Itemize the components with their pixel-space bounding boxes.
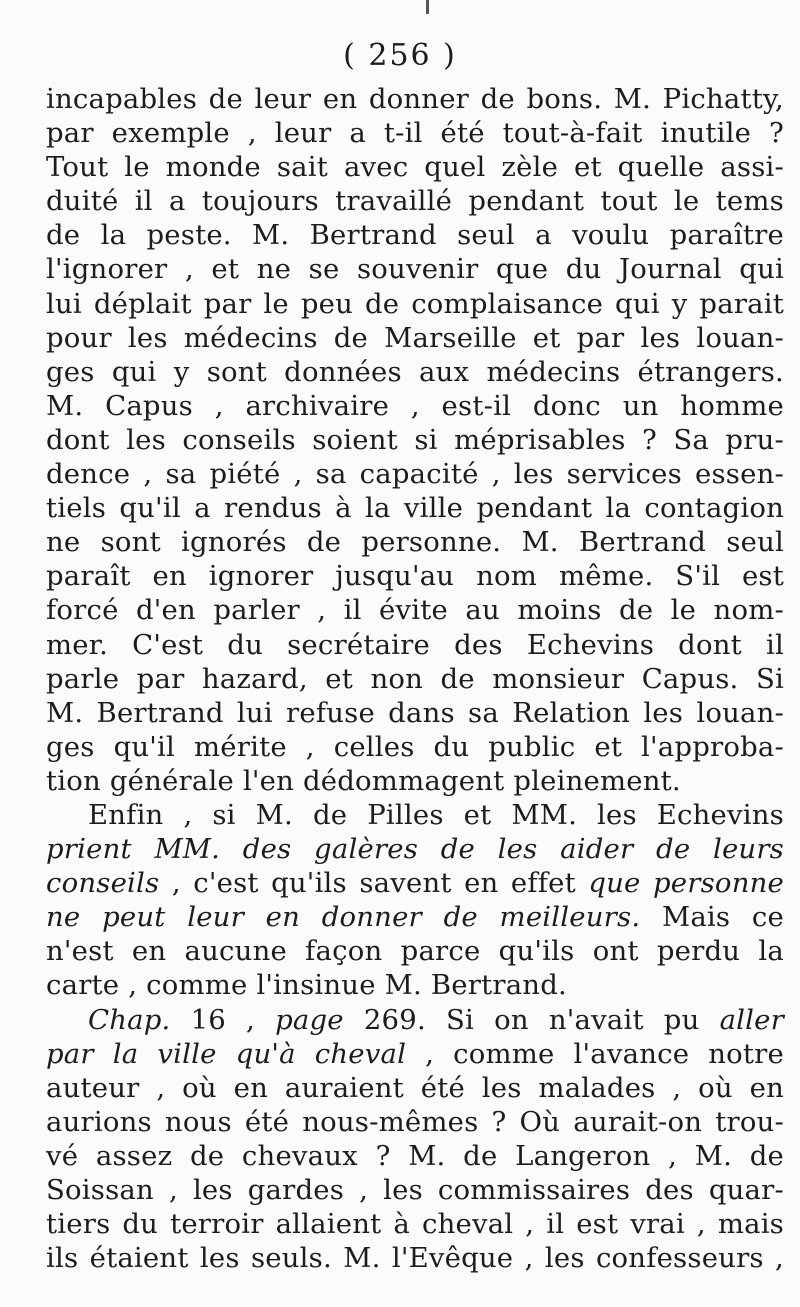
text-run: parle par hazard, et non de monsieur Capus. Si	[46, 662, 784, 695]
italic-text: aller	[719, 1003, 784, 1036]
text-line	[46, 832, 784, 866]
text-run: Enfin , si M. de Pilles et MM. les Echevins	[88, 798, 784, 831]
text-run: , c'est qu'ils savent en effet	[159, 867, 589, 900]
text-run: tiers du terroir allaient à cheval , il est vrai , mais	[46, 1208, 784, 1241]
text-run: tion générale l'en dédommagent pleinement.	[46, 764, 681, 797]
text-run: carte , comme l'insinue M. Bertrand.	[46, 969, 567, 1002]
text-line	[46, 389, 784, 423]
text-line	[46, 628, 784, 662]
text-run: par exemple , leur a t-il été tout-à-fait inutile ?	[46, 117, 784, 150]
text-line	[46, 423, 784, 457]
text-line	[46, 321, 784, 355]
text-line	[46, 1105, 784, 1139]
text-run: aurions nous été nous-mêmes ? Où aurait-on trou-	[46, 1105, 784, 1138]
text-line	[46, 457, 784, 491]
text-run: duité il a toujours travaillé pendant tout le tems	[46, 185, 784, 218]
text-line	[46, 764, 784, 798]
text-run: M. Capus , archivaire , est-il donc un homme	[46, 389, 784, 422]
italic-text: page	[275, 1003, 344, 1036]
text-line	[46, 696, 784, 730]
text-run: 16 ,	[170, 1003, 276, 1036]
text-line	[46, 593, 784, 627]
italic-text: par la ville qu'à cheval	[46, 1037, 407, 1070]
text-line	[46, 1037, 784, 1071]
text-line	[46, 82, 784, 116]
text-run: pour les médecins de Marseille et par les louan-	[46, 321, 784, 354]
italic-text: conseils	[46, 867, 160, 900]
italic-text: que personne	[588, 867, 784, 900]
text-run: ne sont ignorés de personne. M. Bertrand seul	[46, 526, 784, 559]
text-line	[46, 1241, 784, 1275]
page-number: ( 256 )	[343, 38, 457, 73]
text-line	[46, 730, 784, 764]
text-run: auteur , où en auraient été les malades , où en	[46, 1071, 784, 1104]
text-run: de la peste. M. Bertrand seul a voulu paraître	[46, 219, 784, 252]
binding-mark	[426, 0, 429, 14]
text-line	[46, 287, 784, 321]
text-run: mer. C'est du secrétaire des Echevins dont il	[46, 628, 784, 661]
text-line	[46, 150, 784, 184]
text-line	[46, 218, 784, 252]
text-run: Tout le monde sait avec quel zèle et quelle assi-	[46, 151, 784, 184]
text-line	[46, 1003, 784, 1037]
text-run: ges qu'il mérite , celles du public et l'approba-	[46, 730, 784, 763]
text-run: M. Bertrand lui refuse dans sa Relation les louan-	[46, 696, 784, 729]
text-line	[46, 1071, 784, 1105]
text-run: forcé d'en parler , il évite au moins de le nom-	[46, 594, 784, 627]
text-run: n'est en aucune façon parce qu'ils ont perdu la	[46, 935, 784, 968]
text-line	[46, 116, 784, 150]
text-line	[46, 491, 784, 525]
text-line	[46, 934, 784, 968]
text-run: incapables de leur en donner de bons. M. Pichatty,	[46, 83, 784, 115]
text-line	[46, 662, 784, 696]
italic-text: prient MM. des galères de les aider de leurs	[46, 833, 784, 866]
text-line	[46, 355, 784, 389]
text-line	[46, 900, 784, 934]
text-run: l'ignorer , et ne se souvenir que du Journal qui	[46, 253, 784, 286]
text-run: paraît en ignorer jusqu'au nom même. S'il est	[46, 560, 784, 593]
text-run: , comme l'avance notre	[406, 1037, 784, 1070]
text-run: vé assez de chevaux ? M. de Langeron , M. de	[46, 1139, 784, 1172]
text-run: dont les conseils soient si méprisables ? Sa pru-	[46, 423, 784, 456]
text-line	[46, 559, 784, 593]
text-line	[46, 1207, 784, 1241]
text-run: Mais ce	[640, 901, 784, 934]
italic-text: Chap.	[88, 1003, 171, 1036]
body-text	[46, 82, 784, 1275]
text-line	[46, 525, 784, 559]
text-run: ils étaient les seuls. M. l'Evêque , les confesseurs ,	[46, 1242, 784, 1275]
text-run: lui déplait par le peu de complaisance qui y parait	[46, 287, 784, 320]
text-line	[46, 866, 784, 900]
text-run: Soissan , les gardes , les commissaires des quar-	[46, 1174, 784, 1206]
text-run: 269. Si on n'avait pu	[343, 1003, 720, 1036]
text-run: ges qui y sont données aux médecins étrangers.	[46, 355, 784, 388]
text-line	[46, 968, 784, 1002]
text-line	[46, 1173, 784, 1207]
italic-text: ne peut leur en donner de meilleurs.	[46, 901, 641, 934]
text-run: tiels qu'il a rendus à la ville pendant la contagion	[46, 492, 784, 525]
text-run: dence , sa piété , sa capacité , les services essen-	[46, 458, 784, 491]
text-line	[46, 184, 784, 218]
text-line	[46, 798, 784, 832]
text-line	[46, 252, 784, 286]
text-line	[46, 1139, 784, 1173]
